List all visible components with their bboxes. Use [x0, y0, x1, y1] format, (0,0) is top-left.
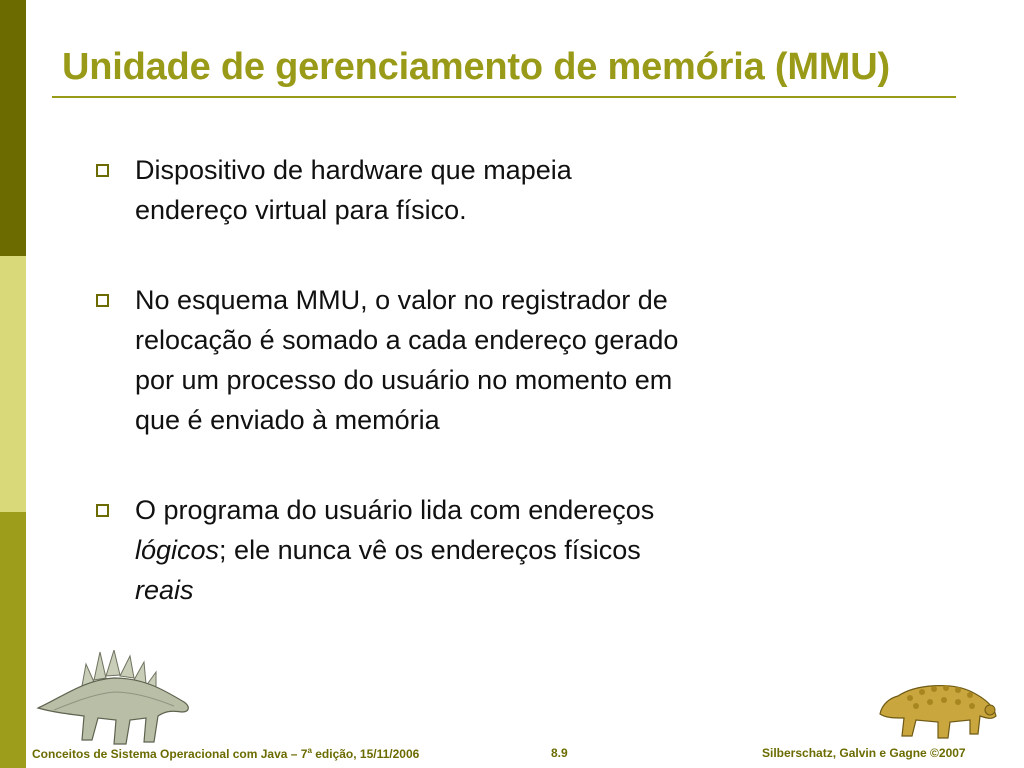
ankylosaurus-illustration — [876, 674, 1000, 744]
bullet-line: No esquema MMU, o valor no registrador de — [135, 285, 668, 315]
italic-term: lógicos — [135, 535, 220, 565]
bullet-line — [135, 570, 836, 610]
stegosaurus-illustration — [34, 650, 194, 750]
square-bullet-icon — [96, 294, 109, 307]
bullet-line: O programa do usuário lida com endereços — [135, 495, 655, 525]
side-bar-middle — [0, 256, 26, 512]
square-bullet-icon — [96, 504, 109, 517]
bullet-text: ; ele nunca vê os endereços físicos — [219, 535, 641, 565]
side-bar-top — [0, 0, 26, 256]
italic-term: reais — [135, 575, 194, 605]
page-number: 8.9 — [551, 746, 568, 760]
side-bar-bottom — [0, 512, 26, 768]
footer-superscript: a — [307, 746, 312, 755]
square-bullet-icon — [96, 164, 109, 177]
footer-book-title — [32, 746, 419, 761]
bullet-item — [96, 490, 836, 610]
footer-text: Conceitos de Sistema Operacional com Java – 7 — [32, 747, 308, 761]
bullet-line — [135, 530, 836, 570]
slide-title: Unidade de gerenciamento de memória (MMU) — [62, 46, 890, 88]
bullet-line: Dispositivo de hardware que mapeia — [135, 155, 572, 185]
footer-copyright: Silberschatz, Galvin e Gagne ©2007 — [762, 746, 966, 760]
bullet-line: endereço virtual para físico. — [135, 195, 467, 225]
bullet-line: que é enviado à memória — [135, 405, 440, 435]
title-rule — [52, 96, 956, 98]
bullet-item — [96, 150, 836, 230]
bullet-line: por um processo do usuário no momento em — [135, 365, 673, 395]
bullet-line: relocação é somado a cada endereço gerado — [135, 325, 679, 355]
bullet-item — [96, 280, 836, 440]
footer-text: edição, 15/11/2006 — [311, 747, 420, 761]
